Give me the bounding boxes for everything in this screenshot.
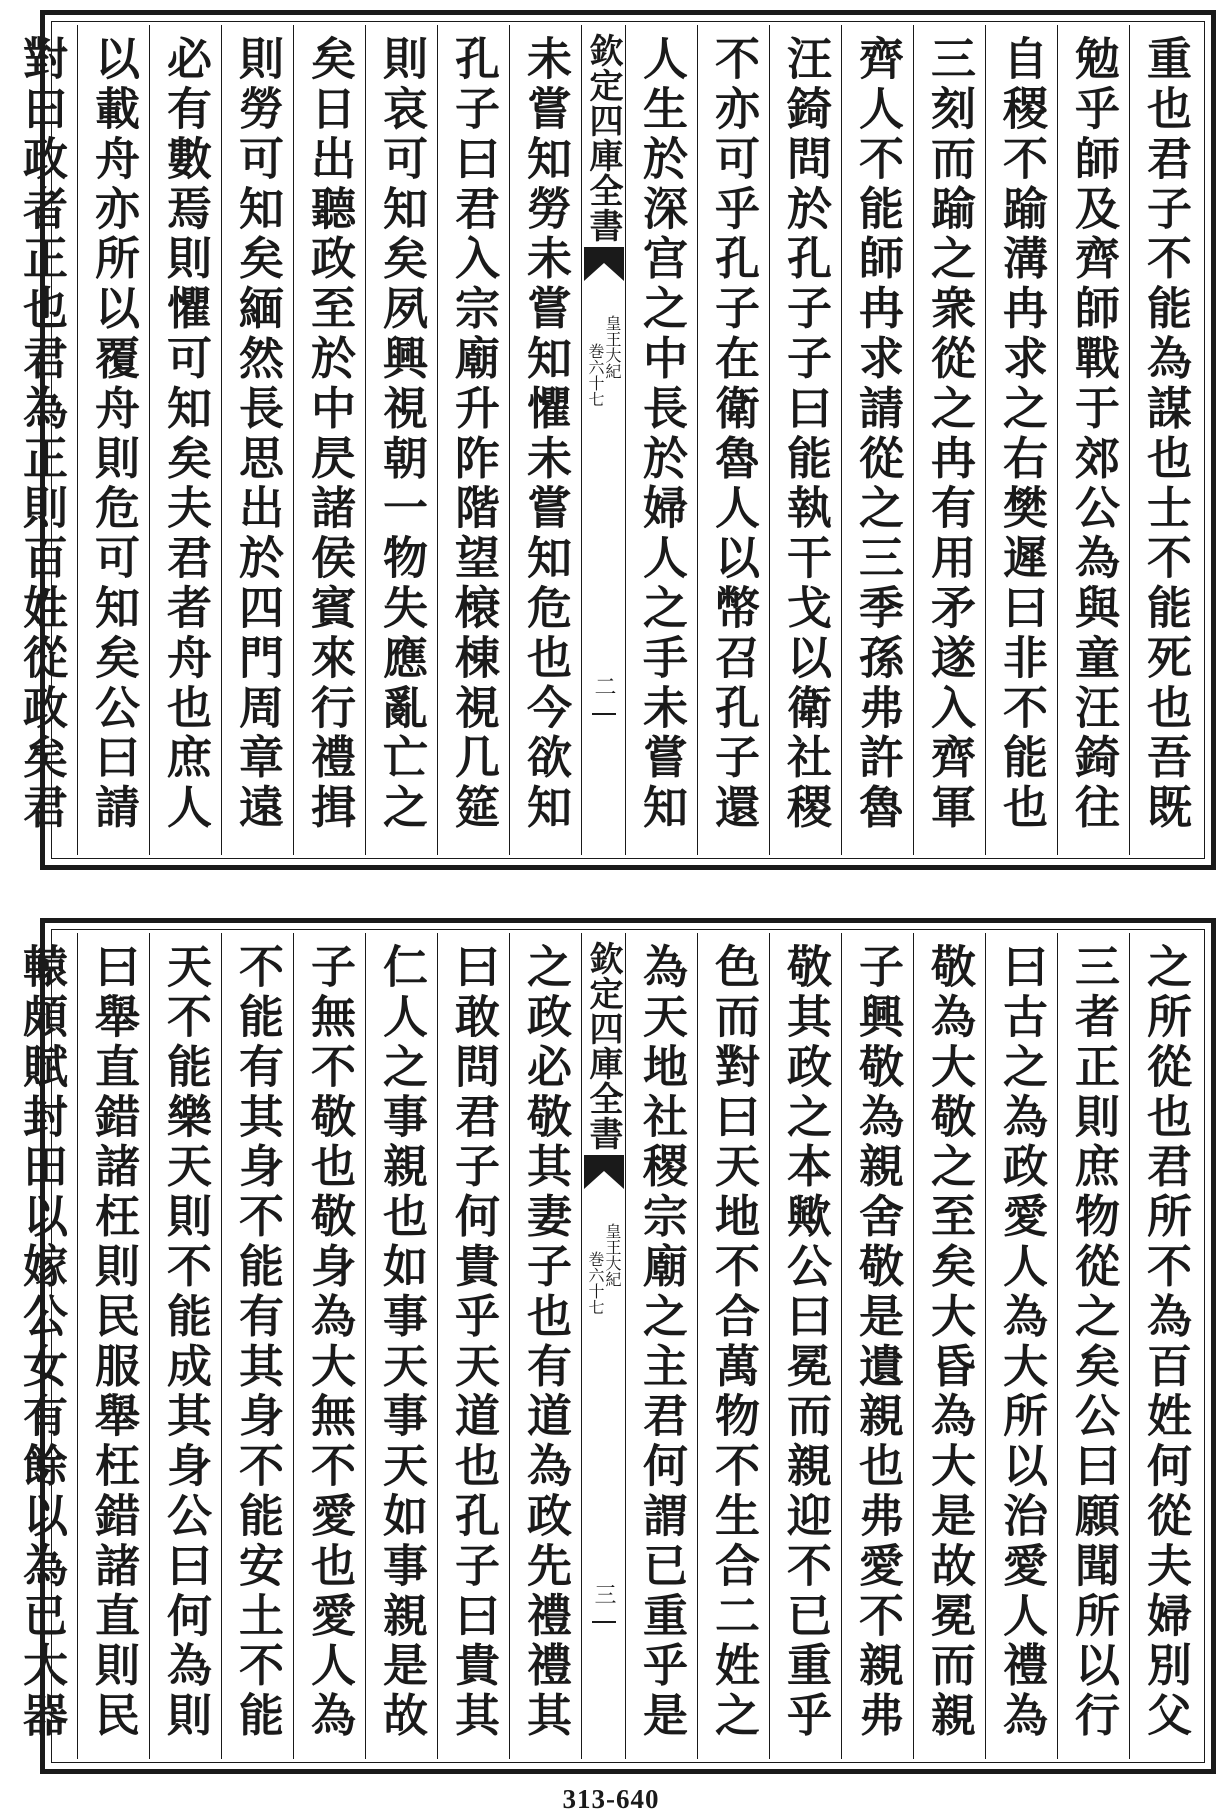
- text-column: 不能有其身不能有其身不能安土不能: [221, 933, 293, 1759]
- text-column: 未嘗知勞未嘗知懼未嘗知危也今欲知: [509, 25, 581, 855]
- banxin-rule: [592, 713, 616, 715]
- text-column: 則勞可知矣緬然長思出於四門周章遠: [221, 25, 293, 855]
- banxin-title: 欽定四庫全書: [583, 941, 623, 1151]
- text-column: 人生於深宫之中長於婦人之手未嘗知: [625, 25, 697, 855]
- text-column: 汪錡問於孔子子曰能執干戈以衛社稷: [769, 25, 841, 855]
- page-folio-3: [15, 918, 1216, 1774]
- fishtail-mark-icon: [582, 247, 625, 293]
- text-column: 矣日出聽政至於中昃諸侯賓來行禮揖: [293, 25, 365, 855]
- banxin-chapter: 皇王大紀: [603, 315, 622, 379]
- fishtail-mark-icon: [582, 1155, 625, 1201]
- text-column: 為天地社稷宗廟之主君何謂已重乎是: [625, 933, 697, 1759]
- banxin-page-number: 三: [591, 1583, 616, 1605]
- banxin-juan: 巻六十七: [586, 1251, 605, 1315]
- text-block: [15, 933, 1201, 1759]
- text-column: 對曰政者正也君為正則百姓從政矣君: [15, 35, 68, 834]
- text-column: 孔子曰君入宗廟升阼階望榱棟視几筵: [437, 25, 509, 855]
- banxin-center-strip: [581, 933, 625, 1759]
- text-column: 齊人不能師冉求請從之三季孫弗許魯: [841, 25, 913, 855]
- text-column: 色而對曰天地不合萬物不生合二姓之: [697, 933, 769, 1759]
- text-column: 則哀可知矣夙興視朝一物失應亂亡之: [365, 25, 437, 855]
- text-column: 三者正則庶物從之矣公曰願聞所以行: [1057, 933, 1129, 1759]
- text-column: 曰敢問君子何貴乎天道也孔子曰貴其: [437, 933, 509, 1759]
- text-column: 曰古之為政愛人為大所以治愛人禮為: [985, 933, 1057, 1759]
- text-column: 之政必敬其妻子也有道為政先禮禮其: [509, 933, 581, 1759]
- banxin-rule: [592, 1621, 616, 1623]
- text-block: [15, 25, 1201, 855]
- text-column: 勉乎師及齊師戰于郊公為與童汪錡往: [1057, 25, 1129, 855]
- text-column: 以載舟亦所以覆舟則危可知矣公曰請: [77, 25, 149, 855]
- text-column: 之所從也君所不為百姓何從夫婦別父: [1129, 933, 1201, 1759]
- banxin-page-number: 二: [591, 675, 616, 697]
- text-column: 轅頗賦封田以嫁公女有餘以為已大器: [15, 943, 68, 1742]
- text-column: 敬為大敬之至矣大昏為大是故冕而親: [913, 933, 985, 1759]
- text-column: 子興敬為親舍敬是遺親也弗愛不親弗: [841, 933, 913, 1759]
- page-folio-2: [15, 10, 1216, 870]
- banxin-chapter: 皇王大紀: [603, 1223, 622, 1287]
- text-column: 自稷不踰溝冉求之右樊遲曰非不能也: [985, 25, 1057, 855]
- text-column: 曰舉直錯諸枉則民服舉枉錯諸直則民: [77, 933, 149, 1759]
- text-column: 天不能樂天則不能成其身公曰何為則: [149, 933, 221, 1759]
- folio-number: 313-640: [562, 1784, 660, 1814]
- text-column: 子無不敬也敬身為大無不愛也愛人為: [293, 933, 365, 1759]
- text-column: 敬其政之本歟公曰冕而親迎不已重乎: [769, 933, 841, 1759]
- banxin-title: 欽定四庫全書: [583, 33, 623, 243]
- banxin-center-strip: [581, 25, 625, 855]
- text-column: 必有數焉則懼可知矣夫君者舟也庶人: [149, 25, 221, 855]
- text-column: 不亦可乎孔子在衛魯人以幣召孔子還: [697, 25, 769, 855]
- text-column: 三刻而踰之衆從之冉有用矛遂入齊軍: [913, 25, 985, 855]
- text-column: 仁人之事親也如事天事天如事親是故: [365, 933, 437, 1759]
- text-column: 重也君子不能為謀也士不能死也吾既: [1129, 25, 1201, 855]
- banxin-juan: 巻六十七: [586, 343, 605, 407]
